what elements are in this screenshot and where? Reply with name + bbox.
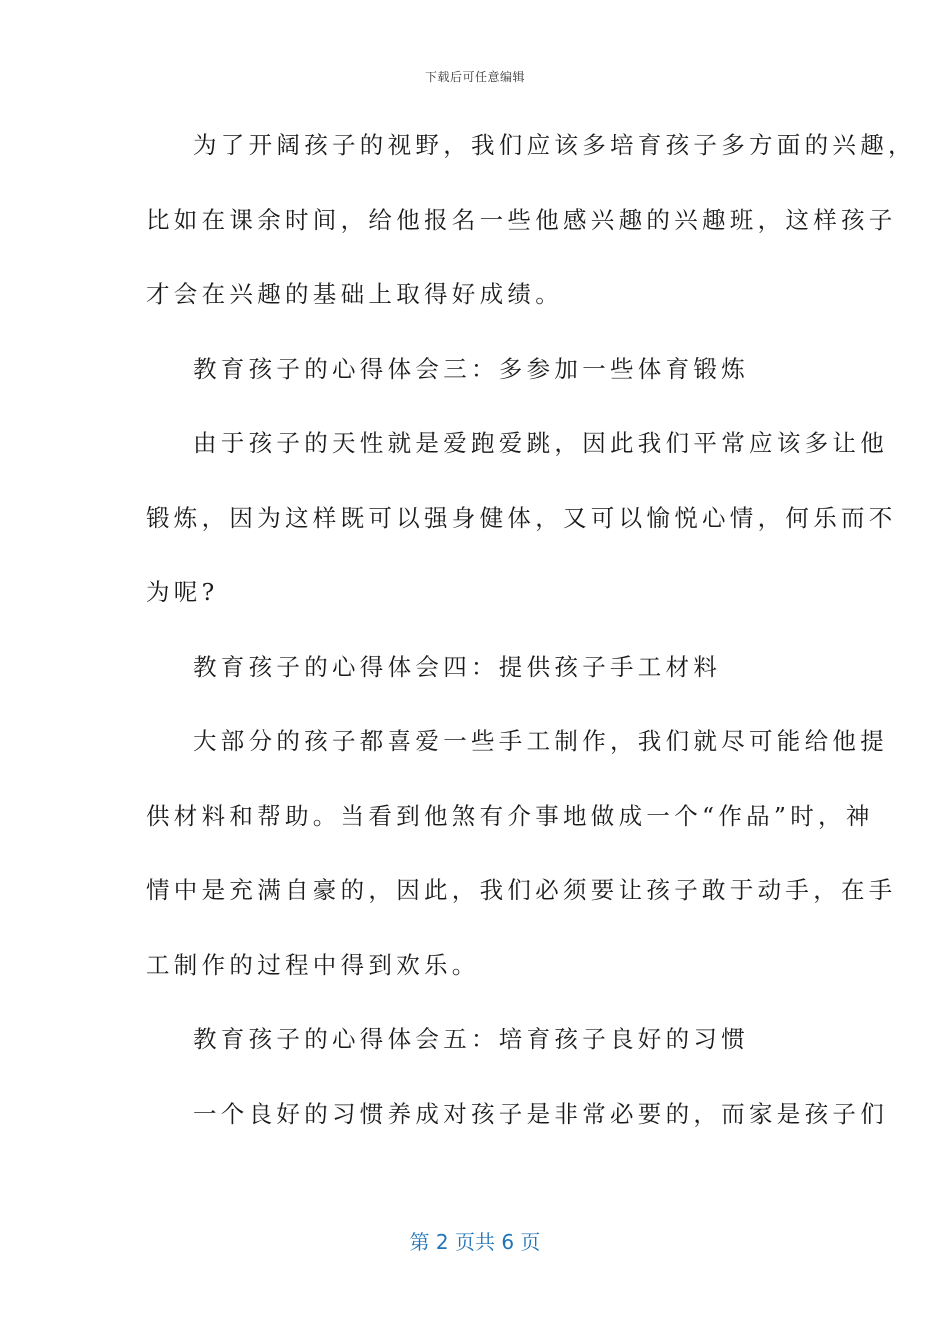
text-line-2: 比如在课余时间，给他报名一些他感兴趣的兴趣班，这样孩子 <box>146 205 897 234</box>
text-line-11: 情中是充满自豪的，因此，我们必须要让孩子敢于动手，在手 <box>146 876 897 904</box>
section-heading-5: 教育孩子的心得体会五：培育孩子良好的习惯 <box>193 1025 749 1053</box>
section-heading-3: 教育孩子的心得体会三：多参加一些体育锻炼 <box>193 354 749 383</box>
text-line-9: 大部分的孩子都喜爱一些手工制作，我们就尽可能给他提 <box>193 727 888 755</box>
text-line-12: 工制作的过程中得到欢乐。 <box>146 950 480 979</box>
text-line-3: 才会在兴趣的基础上取得好成绩。 <box>146 280 563 308</box>
text-line-14: 一个良好的习惯养成对孩子是非常必要的，而家是孩子们 <box>193 1099 888 1128</box>
text-line-6: 锻炼，因为这样既可以强身健体，又可以愉悦心情，何乐而不 <box>146 503 897 532</box>
page-number-footer: 第 2 页共 6 页 <box>409 1230 541 1254</box>
document-body <box>146 118 916 1161</box>
text-line-1: 为了开阔孩子的视野，我们应该多培育孩子多方面的兴趣， <box>193 131 916 159</box>
text-line-10: 供材料和帮助。当看到他煞有介事地做成一个“作品”时，神 <box>146 801 874 830</box>
text-line-7: 为呢? <box>146 578 219 606</box>
text-line-5: 由于孩子的天性就是爱跑爱跳，因此我们平常应该多让他 <box>193 429 888 457</box>
page-header: 下载后可任意编辑 <box>424 70 525 84</box>
section-heading-4: 教育孩子的心得体会四：提供孩子手工材料 <box>193 652 722 681</box>
